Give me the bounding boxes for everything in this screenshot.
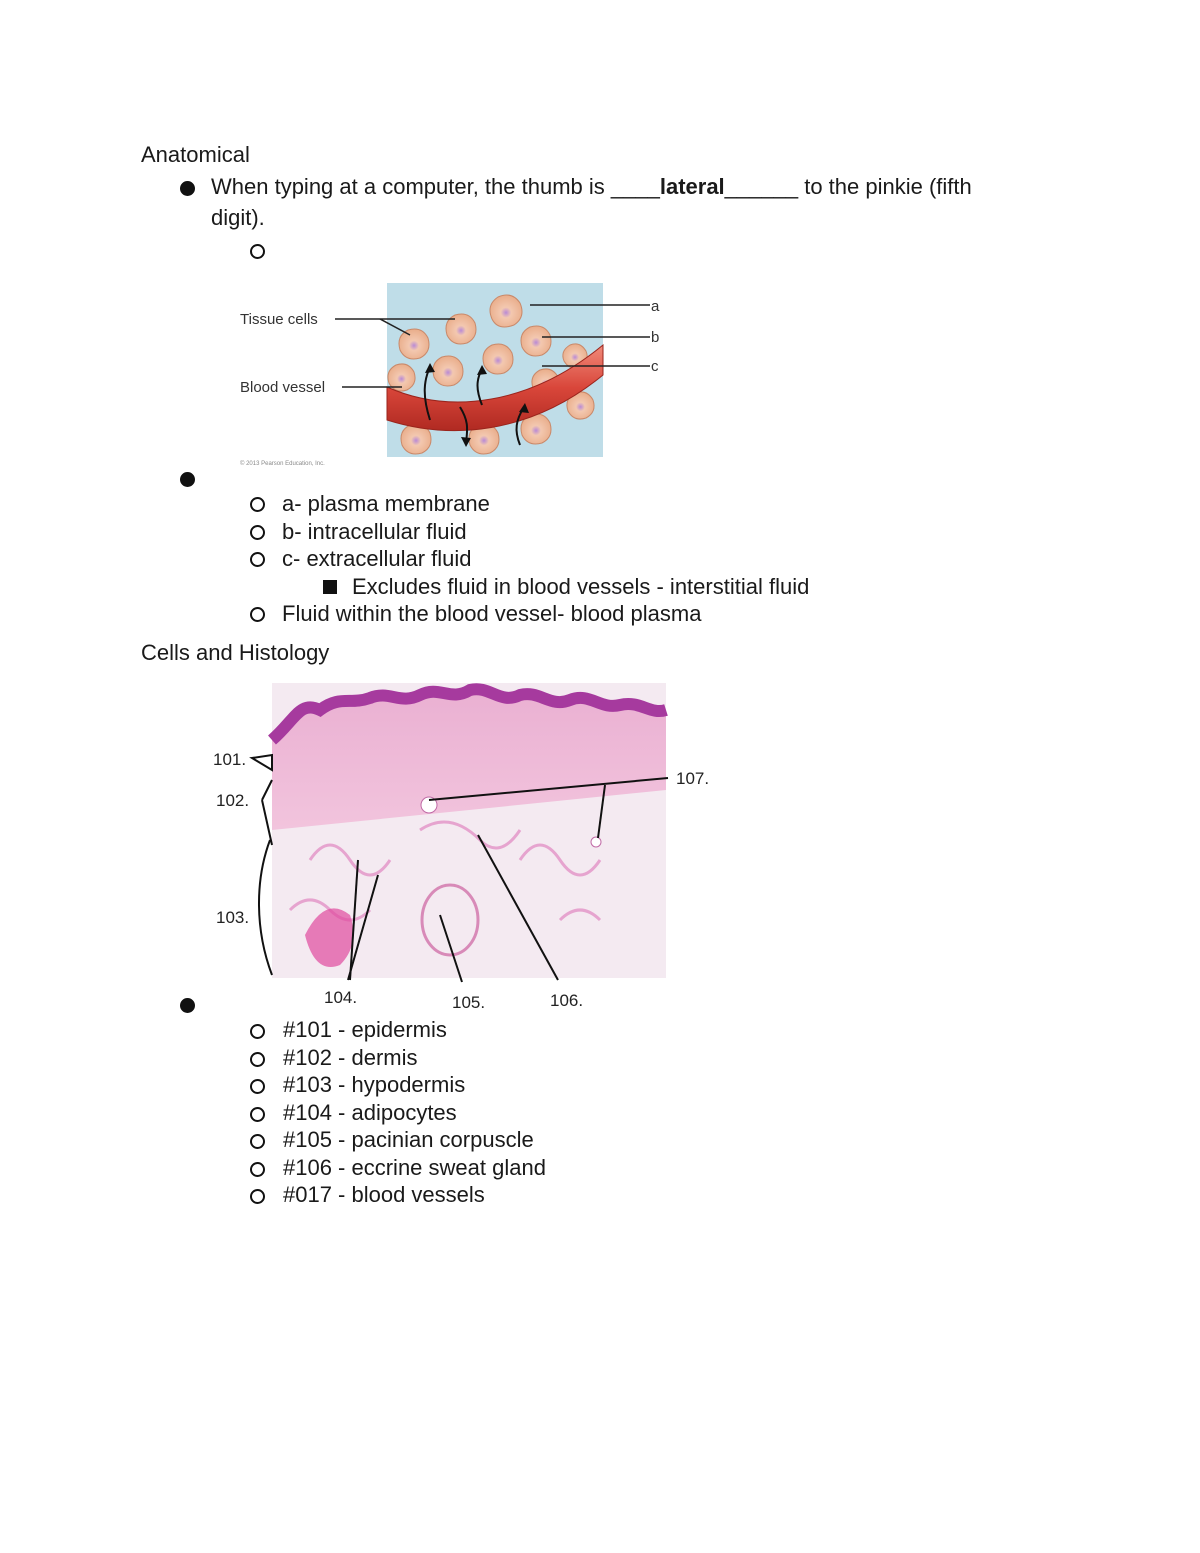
- blank-before: ____: [610, 174, 660, 199]
- answer-subitem: Excludes fluid in blood vessels - interstitial fluid: [352, 574, 810, 599]
- label-103: 103.: [216, 908, 250, 927]
- answer-item: #102 - dermis: [283, 1045, 418, 1070]
- answer-item: #017 - blood vessels: [283, 1182, 485, 1207]
- bullet-open: [250, 244, 265, 259]
- bullet-open: [250, 1052, 265, 1067]
- bullet-filled: [180, 998, 195, 1013]
- bullet-filled: [180, 181, 195, 196]
- bullet-open: [250, 525, 265, 540]
- answer-item: #105 - pacinian corpuscle: [283, 1127, 534, 1152]
- answer-item: c- extracellular fluid: [282, 546, 472, 571]
- bullet-open: [250, 552, 265, 567]
- question-prefix: When typing at a computer, the thumb is: [211, 174, 611, 199]
- label-104: 104.: [324, 988, 358, 1007]
- answer-item: #101 - epidermis: [283, 1017, 447, 1042]
- answer-item: a- plasma membrane: [282, 491, 490, 516]
- label-101: 101.: [213, 750, 247, 769]
- answer-item: #104 - adipocytes: [283, 1100, 457, 1125]
- label-105: 105.: [452, 993, 486, 1012]
- bullet-open: [250, 1107, 265, 1122]
- answer-item: #103 - hypodermis: [283, 1072, 466, 1097]
- bullet-open: [250, 1024, 265, 1039]
- bullet-square: [323, 580, 337, 594]
- label-tissue-cells: Tissue cells: [240, 311, 318, 328]
- answer-item: b- intracellular fluid: [282, 519, 467, 544]
- label-blood-vessel: Blood vessel: [240, 379, 326, 396]
- blood-vessel-lumen: [591, 837, 601, 847]
- bullet-open: [250, 607, 265, 622]
- question-line2: digit).: [211, 205, 265, 230]
- label-106: 106.: [550, 991, 584, 1010]
- section-heading-anatomical: Anatomical: [141, 142, 250, 167]
- label-c: c: [651, 358, 659, 375]
- bullet-open: [250, 1189, 265, 1204]
- question-answer: lateral: [659, 174, 725, 199]
- label-102: 102.: [216, 791, 250, 810]
- label-b: b: [651, 329, 660, 346]
- bullet-open: [250, 497, 265, 512]
- section-heading-cells-histology: Cells and Histology: [141, 640, 330, 665]
- answer-item: Fluid within the blood vessel- blood plasma: [282, 601, 702, 626]
- question-text: [211, 172, 972, 202]
- question-suffix: to the pinkie (fifth: [798, 174, 972, 199]
- label-107: 107.: [676, 769, 710, 788]
- bullet-open: [250, 1079, 265, 1094]
- label-a: a: [651, 298, 660, 315]
- answer-item: #106 - eccrine sweat gland: [283, 1155, 546, 1180]
- skin-histology-figure: [200, 680, 730, 1015]
- bullet-open: [250, 1162, 265, 1177]
- figure-copyright: © 2013 Pearson Education, Inc.: [240, 461, 325, 467]
- tissue-fluid-figure: [230, 275, 680, 475]
- bullet-filled: [180, 472, 195, 487]
- blank-after: ______: [724, 174, 799, 199]
- bullet-open: [250, 1134, 265, 1149]
